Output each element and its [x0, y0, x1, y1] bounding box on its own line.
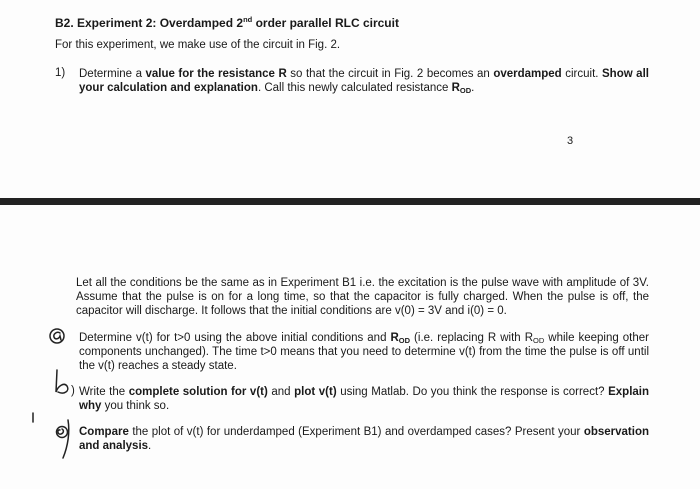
handwritten-a-mark: [48, 325, 74, 347]
page-number: 3: [567, 135, 574, 147]
question-b-text: Write the complete solution for v(t) and plot v(t) using Matlab. Do you think the response is correct? Explain why you think so.: [79, 386, 650, 412]
page-divider: [0, 198, 700, 205]
section-title: B2. Experiment 2: Overdamped 2nd order parallel RLC circuit: [55, 15, 399, 30]
question-1-text: Determine a value for the resistance R so that the circuit in Fig. 2 becomes an overdamped circuit. Show all your calculation and explanation. Call this newly calculated resistance $R_{OD}$.: [79, 68, 649, 95]
intro-text: For this experiment, we make use of the circuit in Fig. 2.: [55, 39, 341, 51]
question-b-number: ): [71, 385, 75, 397]
conditions-paragraph: Let all the conditions be the same as in Experiment B1 i.e. the excitation is the pulse wave with amplitude of 3V. Assume that the pulse is on for a long time, so that the capacitor is fully charged. When the pulse is off, the capacitor will discharge. It follows that the initial conditions are v(0) = 3V and i(0) = 0.: [76, 277, 649, 317]
question-1-number: 1): [55, 67, 66, 79]
handwritten-d-mark: [50, 416, 76, 462]
margin-pen-stroke: [30, 412, 36, 424]
question-c-text: Compare the plot of v(t) for underdamped (Experiment B1) and overdamped cases? Present your observation and analysis.: [79, 426, 649, 452]
question-a-text: Determine v(t) for t>0 using the above initial conditions and $R_{OD}$ (i.e. replacing R with $R_{OD}$ while keeping other components unchanged). The time t>0 means that you need to determine v(t) from the time the pulse is off until the v(t) reaches a steady state.: [79, 332, 650, 372]
